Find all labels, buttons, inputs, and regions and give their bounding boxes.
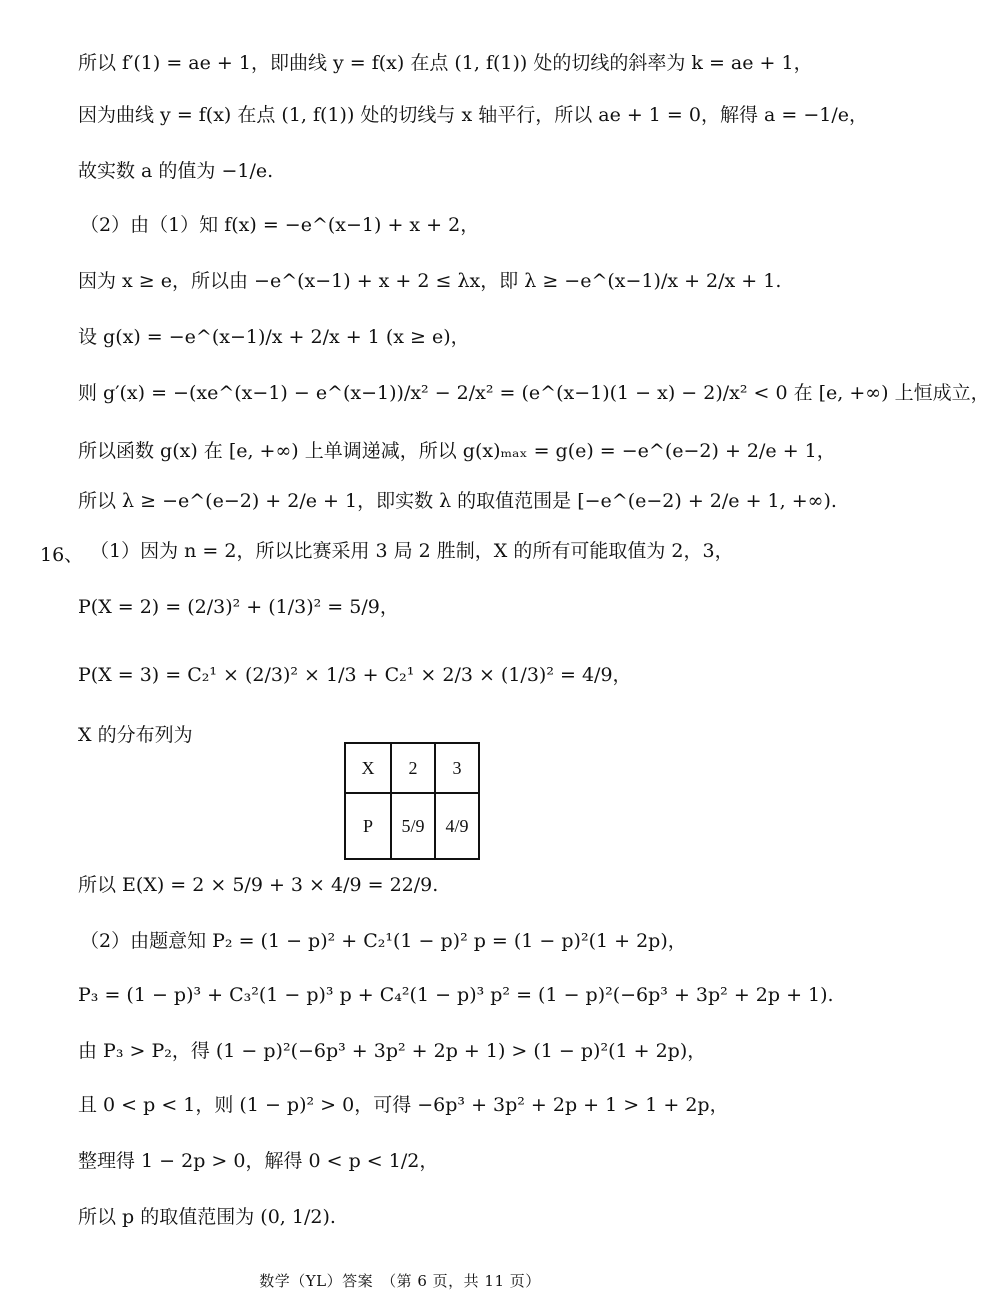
page-footer: 数学（YL）答案 （第 6 页，共 11 页） xyxy=(259,1272,541,1290)
text-line-16: P₃ = (1 − p)³ + C₃²(1 − p)³ p + C₄²(1 − p)³ p² = (1 − p)²(−6p³ + 3p² + 2p + 1). xyxy=(78,984,834,1006)
table-row xyxy=(345,793,479,859)
text-line-6: 设 g(x) = −e^(x−1)/x + 2/x + 1 (x ≥ e)， xyxy=(78,326,470,348)
table-cell: 5/9 xyxy=(391,793,435,859)
text-line-2: 因为曲线 y = f(x) 在点 (1, f(1)) 处的切线与 x 轴平行，所以 ae + 1 = 0，解得 a = −1/e， xyxy=(78,104,869,126)
text-line-7: 则 g′(x) = −(xe^(x−1) − e^(x−1))/x² − 2/x² = (e^(x−1)(1 − x) − 2)/x² < 0 在 [e, +∞) 上恒成立， xyxy=(78,382,990,404)
problem-number: 16、 xyxy=(40,544,84,566)
text-line-17: 由 P₃ > P₂，得 (1 − p)²(−6p³ + 3p² + 2p + 1) > (1 − p)²(1 + 2p)， xyxy=(78,1040,707,1062)
table-cell: 4/9 xyxy=(435,793,479,859)
text-line-5: 因为 x ≥ e，所以由 −e^(x−1) + x + 2 ≤ λx，即 λ ≥ −e^(x−1)/x + 2/x + 1. xyxy=(78,270,782,292)
text-line-15: （2）由题意知 P₂ = (1 − p)² + C₂¹(1 − p)² p = (1 − p)²(1 + 2p)， xyxy=(80,930,687,952)
table-cell: 3 xyxy=(435,743,479,793)
text-line-1: 所以 f′(1) = ae + 1，即曲线 y = f(x) 在点 (1, f(1)) 处的切线的斜率为 k = ae + 1， xyxy=(78,52,813,74)
text-line-12: P(X = 3) = C₂¹ × (2/3)² × 1/3 + C₂¹ × 2/3 × (1/3)² = 4/9， xyxy=(78,664,632,686)
text-line-3: 故实数 a 的值为 −1/e. xyxy=(78,160,274,182)
table-cell: X xyxy=(345,743,391,793)
text-line-14: 所以 E(X) = 2 × 5/9 + 3 × 4/9 = 22/9. xyxy=(78,874,439,896)
text-line-10: （1）因为 n = 2，所以比赛采用 3 局 2 胜制，X 的所有可能取值为 2，3， xyxy=(90,540,734,562)
text-line-13: X 的分布列为 xyxy=(78,724,193,746)
table-cell: P xyxy=(345,793,391,859)
text-line-18: 且 0 < p < 1，则 (1 − p)² > 0，可得 −6p³ + 3p² + 2p + 1 > 1 + 2p， xyxy=(78,1094,729,1116)
text-line-4: （2）由（1）知 f(x) = −e^(x−1) + x + 2， xyxy=(80,214,480,236)
text-line-20: 所以 p 的取值范围为 (0, 1/2). xyxy=(78,1206,336,1228)
text-line-19: 整理得 1 − 2p > 0，解得 0 < p < 1/2， xyxy=(78,1150,439,1172)
text-line-11: P(X = 2) = (2/3)² + (1/3)² = 5/9， xyxy=(78,596,399,618)
table-header-row xyxy=(345,743,479,793)
text-line-9: 所以 λ ≥ −e^(e−2) + 2/e + 1，即实数 λ 的取值范围是 [−e^(e−2) + 2/e + 1, +∞). xyxy=(78,490,837,512)
distribution-table xyxy=(344,742,480,860)
table-cell: 2 xyxy=(391,743,435,793)
text-line-8: 所以函数 g(x) 在 [e, +∞) 上单调递减，所以 g(x)ₘₐₓ = g(e) = −e^(e−2) + 2/e + 1， xyxy=(78,440,836,462)
